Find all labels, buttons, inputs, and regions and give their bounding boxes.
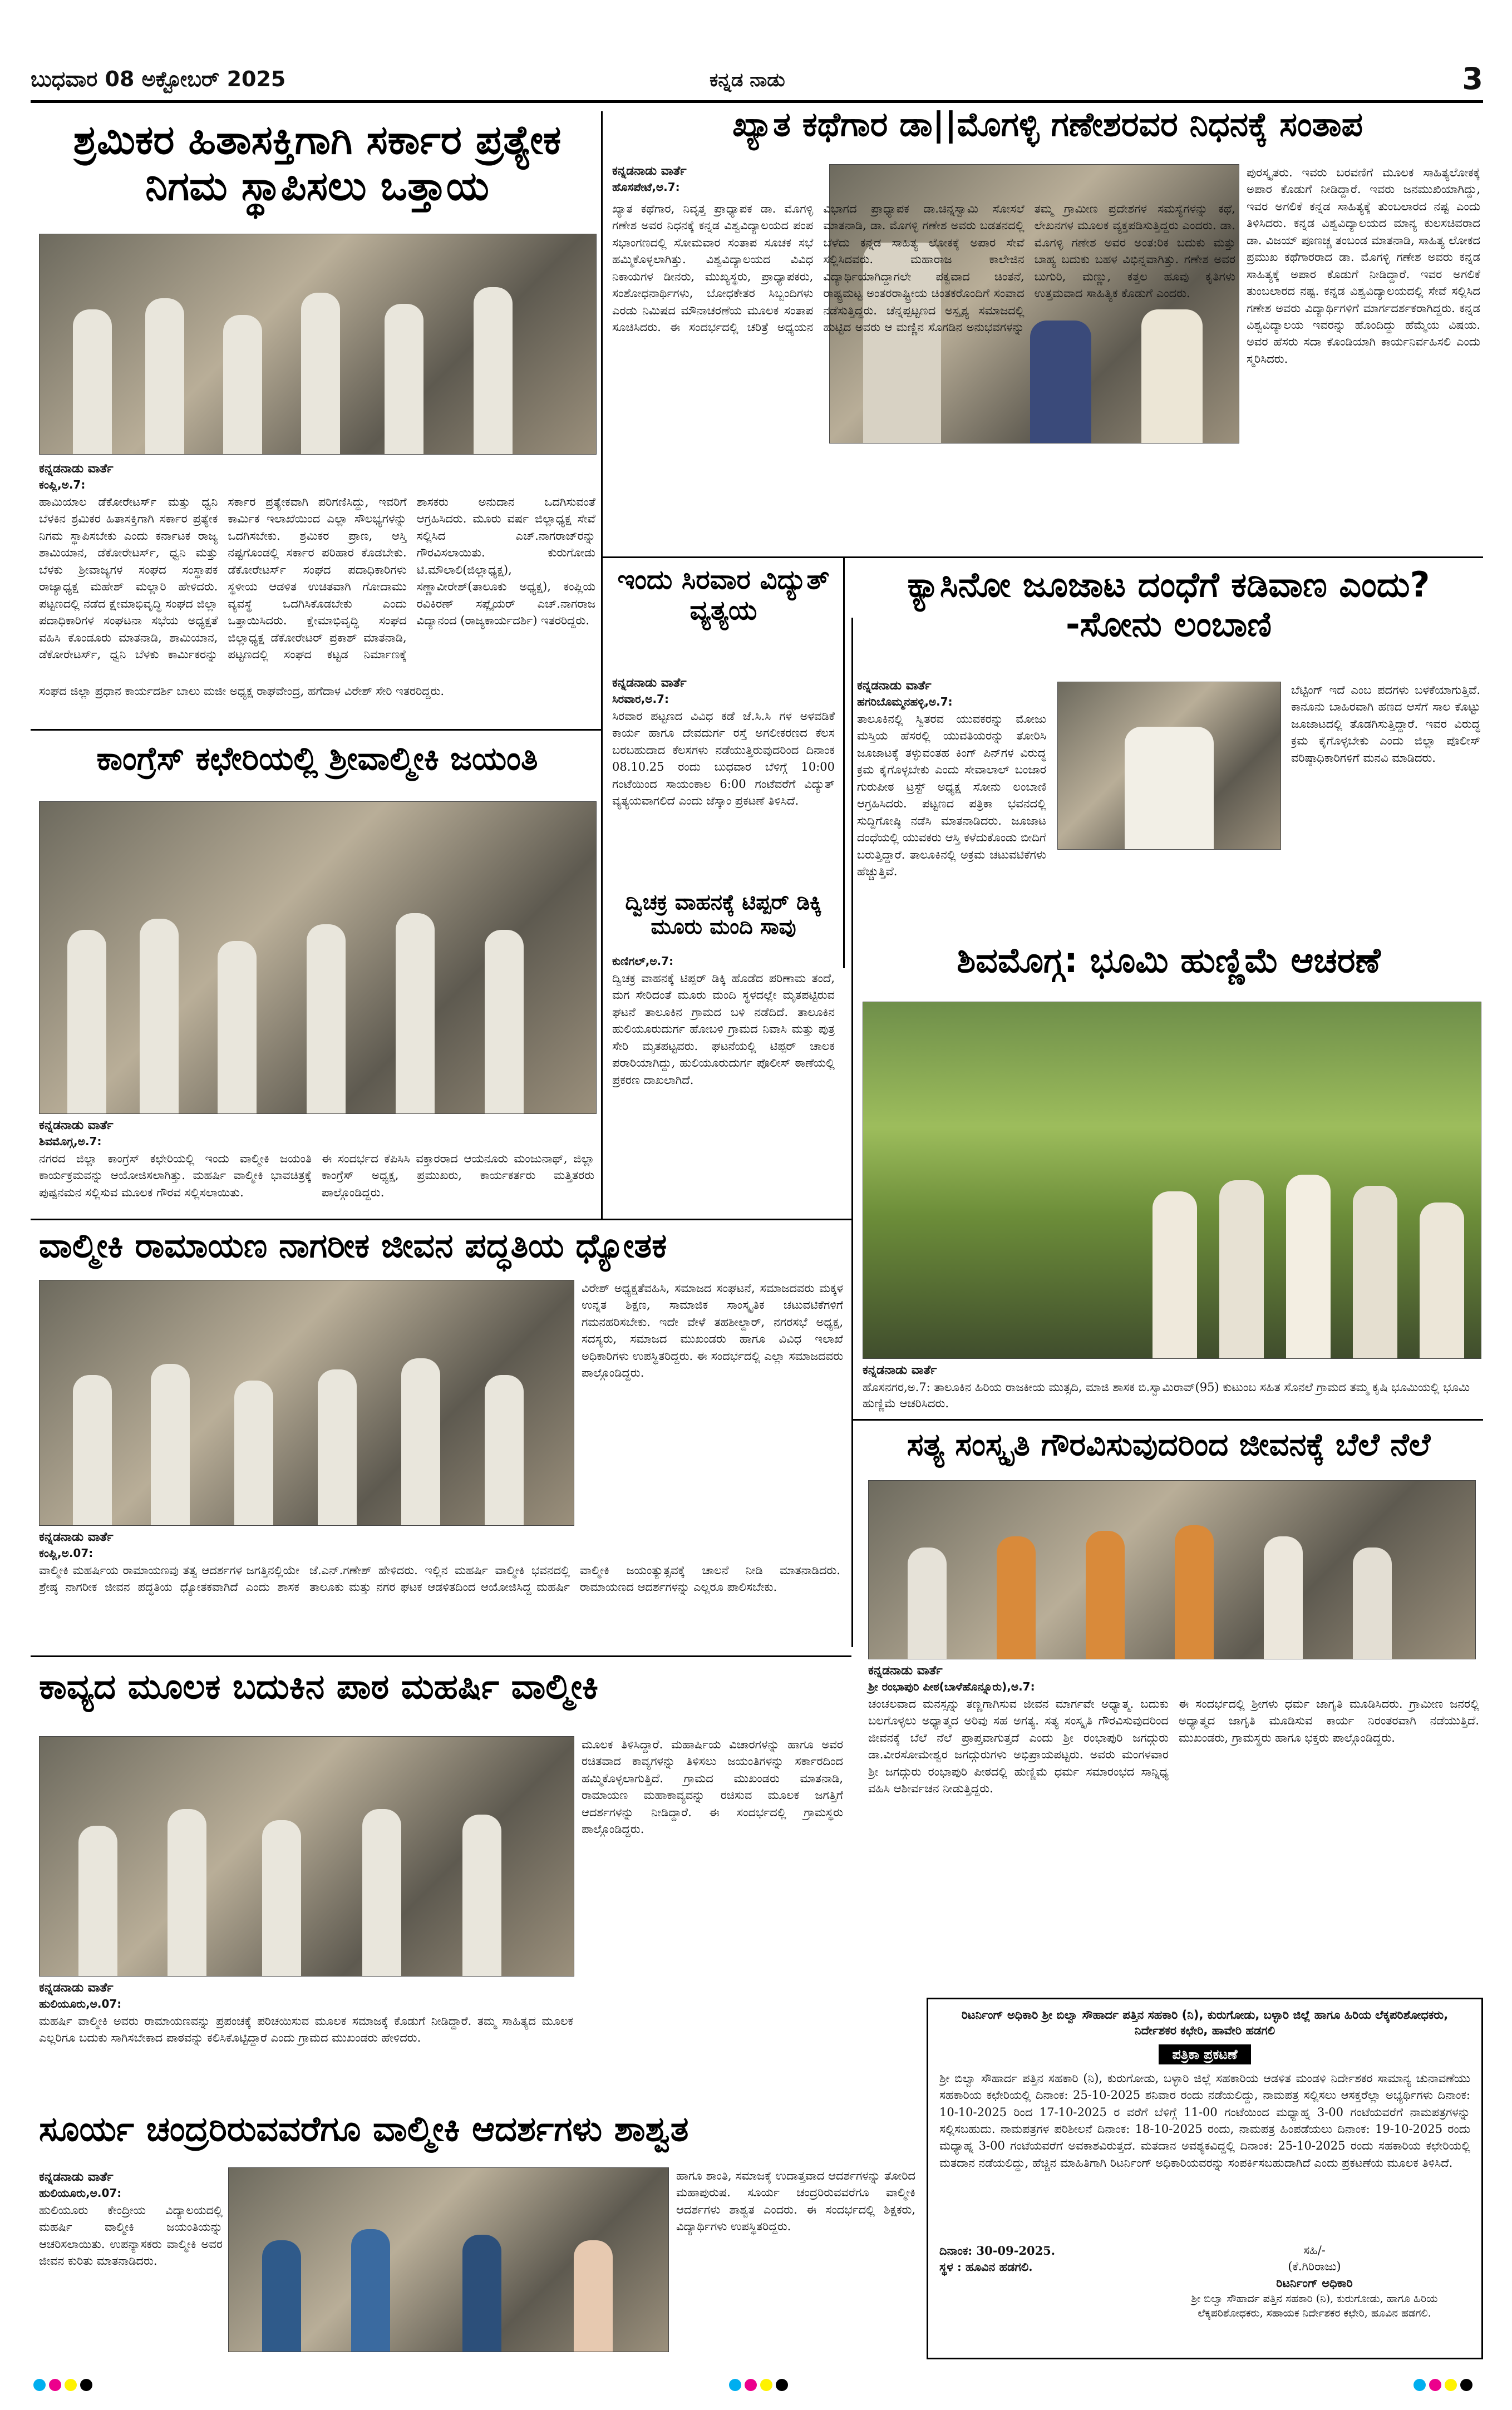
notice-sign: ಸಹಿ/- (1303, 2243, 1326, 2257)
color-registration-marks-center (729, 2379, 791, 2393)
body-a6: ನಗರದ ಜಿಲ್ಲಾ ಕಾಂಗ್ರೆಸ್ ಕಛೇರಿಯಲ್ಲಿ ಇಂದು ವಾಲ್ಮೀಕಿ ಜಯಂತಿ ಕಾರ್ಯಕ್ರಮವನ್ನು ಆಯೋಜಿಸಲಾಗಿತ್ತು. ಮಹರ್ಷಿ ವಾಲ್ಮೀಕಿ ಭಾವಚಿತ್ರಕ್ಕೆ ಪುಷ್ಪನಮನ ಸಲ್ಲಿಸುವ ಮೂಲಕ ಗೌರವ ಸಲ್ಲಿಸಲಾಯಿತು. (39, 1152, 312, 1199)
dateline-a11: ಹುಲಿಯೂರು,ಅ.07: (39, 2186, 122, 2200)
color-registration-marks (33, 2379, 96, 2393)
body2-a6: ಈ ಸಂದರ್ಭದ ಕೆಪಿಸಿಸಿ ವಕ್ತಾರರಾದ ಆಯನೂರು ಮಂಜುನಾಥ್, ಜಿಲ್ಲಾ ಕಾಂಗ್ರೆಸ್ ಅಧ್ಯಕ್ಷ, ಪ್ರಮುಖರು, ಕಾರ್ಯಕರ್ತರು ಮತ್ತಿತರರು ಪಾಲ್ಗೊಂಡಿದ್ದರು. (322, 1152, 594, 1199)
dateline-a6: ಶಿವಮೊಗ್ಗ,ಅ.7: (39, 1135, 102, 1148)
photo-a9 (868, 1480, 1476, 1659)
dateline-a3: ಸಿರವಾರ,ಅ.7: (612, 692, 669, 706)
body-a5: ತಾಲೂಕಿನಲ್ಲಿ ಸ್ವಿತರವ ಯುವಕರನ್ನು ಮೋಜು ಮಸ್ತಿಯ ಹೆಸರಲ್ಲಿ ಯುವತಿಯರನ್ನು ತೋರಿಸಿ ಜೂಜಾಟಕ್ಕೆ ತಳ್ಳುವಂತಹ ಕಿಂಗ್ ಪಿನ್‌ಗಳ ವಿರುದ್ಧ ಕ್ರಮ ಕೈಗೊಳ್ಳಬೇಕು ಎಂದು ಸೇವಾಲಾಲ್ ಬಂಜಾರ ಗುರುಪೀಠ ಟ್ರಸ್ಟ್ ಅಧ್ಯಕ್ಷ ಸೋನು ಲಂಬಾಣಿ ಆಗ್ರಹಿಸಿದರು. ಪಟ್ಟಣದ ಪತ್ರಿಕಾ ಭವನದಲ್ಲಿ ಸುದ್ದಿಗೋಷ್ಠಿ ನಡೆಸಿ ಮಾತನಾಡಿದರು. ಜೂಜಾಟ ದಂಧೆಯಲ್ಲಿ ಯುವಕರು ಆಸ್ತಿ ಕಳೆದುಕೊಂಡು ಬೀದಿಗೆ ಬರುತ್ತಿದ್ದಾರೆ. ತಾಲೂಕಿನಲ್ಲಿ ಅಕ್ರಮ ಚಟುವಟಿಕೆಗಳು ಹೆಚ್ಚುತ್ತಿವೆ. (857, 712, 1046, 878)
byline-a2: ಕನ್ನಡನಾಡು ವಾರ್ತೆ (612, 164, 687, 178)
photo-a5 (1057, 682, 1281, 850)
body-a10: ಮಹರ್ಷಿ ವಾಲ್ಮೀಕಿ ಅವರು ರಾಮಾಯಣವನ್ನು ಪ್ರಪಂಚಕ್ಕೆ ಪರಿಚಯಿಸುವ ಮೂಲಕ ಸಮಾಜಕ್ಕೆ ಕೊಡುಗೆ ನೀಡಿದ್ದಾರೆ. ತಮ್ಮ ಸಾಹಿತ್ಯದ ಮೂಲಕ ಎಲ್ಲರಿಗೂ ಬದುಕು ಸಾಗಿಸಬೇಕಾದ ಪಾಠವನ್ನು ಕಲಿಸಿಕೊಟ್ಟಿದ್ದಾರೆ ಎಂದು ಗ್ರಾಮದ ಮುಖಂಡರು ಹೇಳಿದರು. (39, 2014, 573, 2045)
notice-role: ರಿಟರ್ನಿಂಗ್ ಅಧಿಕಾರಿ (1276, 2276, 1353, 2290)
dateline-a5: ಹಗರಿಬೊಮ್ಮನಹಳ್ಳಿ,ಅ.7: (857, 695, 953, 708)
body2-a1: ಸಂಘದ ಜಿಲ್ಲಾ ಪ್ರಧಾನ ಕಾರ್ಯದರ್ಶಿ ಬಾಲು ಮಜೀ ಅಧ್ಯಕ್ಷ ರಾಘವೇಂದ್ರ, ಹಗೆದಾಳ ವಿರೇಶ್ ಸೇರಿ ಇತರರಿದ್ದರು. (39, 684, 445, 698)
body-a8: ವಾಲ್ಮೀಕಿ ಮಹರ್ಷಿಯ ರಾಮಾಯಣವು ತತ್ವ ಆದರ್ಶಗಳ ಜಗತ್ತಿನಲ್ಲಿಯೇ ಶ್ರೇಷ್ಠ ನಾಗರೀಕ ಜೀವನ ಪದ್ಧತಿಯ ಧ್ಯೋತಕವಾಗಿದೆ ಎಂದು ಶಾಸಕ ಜೆ.ಎನ್.ಗಣೇಶ್ ಹೇಳಿದರು. ಇಲ್ಲಿನ ಮಹರ್ಷಿ ವಾಲ್ಮೀಕಿ ಭವನದಲ್ಲಿ ತಾಲೂಕು ಮತ್ತು ನಗರ ಘಟಕ ಆಡಳಿತದಿಂದ ಆಯೋಜಿಸಿದ್ದ ಮಹರ್ಷಿ ವಾಲ್ಮೀಕಿ ಜಯಂತ್ಯುತ್ಸವಕ್ಕೆ ಚಾಲನೆ ನೀಡಿ ಮಾತನಾಡಿದರು. ರಾಮಾಯಣದ ಆದರ್ಶಗಳನ್ನು ಎಲ್ಲರೂ ಪಾಲಿಸಬೇಕು. (39, 1564, 840, 1594)
dateline-a10: ಹುಲಿಯೂರು,ಅ.07: (39, 1997, 122, 2010)
body2-a2: ಪುರಸ್ಕೃತರು. ಇವರು ಬರವಣಿಗೆ ಮೂಲಕ ಸಾಹಿತ್ಯಲೋಕಕ್ಕೆ ಅಪಾರ ಕೊಡುಗೆ ನೀಡಿದ್ದಾರೆ. ಇವರು ಜನಮುಖಿಯಾಗಿದ್ದು, ಇವರ ಅಗಲಿಕೆ ಕನ್ನಡ ಸಾಹಿತ್ಯಕ್ಕೆ ತುಂಬಲಾರದ ನಷ್ಟ ಎಂದು ತಿಳಿಸಿದರು. ಕನ್ನಡ ವಿಶ್ವವಿದ್ಯಾಲಯದ ಮಾನ್ಯ ಕುಲಸಚಿವರಾದ ಡಾ. ವಿಜಯ್ ಪೂಣಚ್ಚ ತಂಬಂಡ ಮಾತನಾಡಿ, ಸಾಹಿತ್ಯ ಲೋಕದ ಪ್ರಮುಖ ಕಥೆಗಾರರಾದ ಡಾ. ಮೊಗಳ್ಳಿ ಗಣೇಶ ಅವರು ಕನ್ನಡ ಸಾಹಿತ್ಯಕ್ಕೆ ಅಪಾರ ಕೊಡುಗೆ ನೀಡಿದ್ದಾರೆ. ಇವರ ಅಗಲಿಕೆ ತುಂಬಲಾರದ ನಷ್ಟ. ಕನ್ನಡ ವಿಶ್ವವಿದ್ಯಾಲಯದಲ್ಲಿ ಸೇವೆ ಸಲ್ಲಿಸಿದ ಗಣೇಶ ಅವರು ವಿದ್ಯಾರ್ಥಿಗಳಿಗೆ ಮಾರ್ಗದರ್ಶಕರಾಗಿದ್ದರು. ಕನ್ನಡ ವಿಶ್ವವಿದ್ಯಾಲಯ ಇವರನ್ನು ಹೊಂದಿದ್ದು ಹೆಮ್ಮೆಯ ವಿಷಯ. ಅವರ ಹೆಸರು ಸದಾ ಕೊಂಡಿಯಾಗಿ ಕಾರ್ಯನಿರ್ವಹಿಸಲಿ ಎಂದು ಸ್ಮರಿಸಿದರು. (1247, 166, 1480, 366)
headline-a10: ಕಾವ್ಯದ ಮೂಲಕ ಬದುಕಿನ ಪಾಠ ಮಹರ್ಷಿ ವಾಲ್ಮೀಕಿ (39, 1666, 599, 1707)
issue-date: ಬುಧವಾರ 08 ಅಕ್ಟೋಬರ್ 2025 (31, 67, 286, 91)
byline-a3: ಕನ್ನಡನಾಡು ವಾರ್ತೆ (612, 676, 687, 690)
byline-a10: ಕನ್ನಡನಾಡು ವಾರ್ತೆ (39, 1981, 114, 1995)
body-a2: ಖ್ಯಾತ ಕಥೆಗಾರ, ನಿವೃತ್ತ ಪ್ರಾಧ್ಯಾಪಕ ಡಾ. ಮೊಗಳ್ಳಿ ಗಣೇಶ ಅವರ ನಿಧನಕ್ಕೆ ಕನ್ನಡ ವಿಶ್ವವಿದ್ಯಾಲಯದ ಪಂಪ ಸಭಾಂಗಣದಲ್ಲಿ ಸೋಮವಾರ ಸಂತಾಪ ಸೂಚಕ ಸಭೆ ಹಮ್ಮಿಕೊಳ್ಳಲಾಗಿತ್ತು. ವಿಶ್ವವಿದ್ಯಾಲಯದ ವಿವಿಧ ನಿಕಾಯಗಳ ಡೀನರು, ಮುಖ್ಯಸ್ಥರು, ಪ್ರಾಧ್ಯಾಪಕರು, ಸಂಶೋಧನಾರ್ಥಿಗಳು, ಬೋಧಕೇತರ ಸಿಬ್ಬಂದಿಗಳು ಎರಡು ನಿಮಿಷದ ಮೌನಾಚರಣೆಯ ಮೂಲಕ ಸಂತಾಪ ಸೂಚಿಸಿದರು. ಈ ಸಂದರ್ಭದಲ್ಲಿ ಚರಿತ್ರೆ ಅಧ್ಯಯನ ವಿಭಾಗದ ಪ್ರಾಧ್ಯಾಪಕ ಡಾ.ಚಿನ್ನಸ್ವಾಮಿ ಸೋಸಲೆ ಮಾತನಾಡಿ, ಡಾ. ಮೊಗಳ್ಳಿ ಗಣೇಶ ಅವರು ಬಡತನದಲ್ಲಿ ಬೆಳೆದು ಕನ್ನಡ ಸಾಹಿತ್ಯ ಲೋಕಕ್ಕೆ ಅಪಾರ ಸೇವೆ ಸಲ್ಲಿಸಿದವರು. ಮಹಾರಾಜ ಕಾಲೇಜಿನ ವಿದ್ಯಾರ್ಥಿಯಾಗಿದ್ದಾಗಲೇ ಪಕ್ವವಾದ ಚಿಂತನೆ, ರಾಷ್ಟ್ರಮಟ್ಟ ಅಂತರರಾಷ್ಟ್ರೀಯ ಚಿಂತಕರೊಂದಿಗೆ ಸಂವಾದ ನಡೆಸುತ್ತಿದ್ದರು. ಚೆನ್ನಪ್ಪಟ್ಟಣದ ಅಸ್ಪೃಶ್ಯ ಸಮಾಜದಲ್ಲಿ ಹುಟ್ಟಿದ ಅವರು ಆ ಮಣ್ಣಿನ ಸೊಗಡಿನ ಅನುಭವಗಳನ್ನು ತಮ್ಮ ಗ್ರಾಮೀಣ ಪ್ರದೇಶಗಳ ಸಮಸ್ಯೆಗಳನ್ನು ಕಥೆ, ಲೇಖನಗಳ ಮೂಲಕ ವ್ಯಕ್ತಪಡಿಸುತ್ತಿದ್ದರು ಎಂದರು. ಡಾ. ಮೊಗಳ್ಳಿ ಗಣೇಶ ಅವರ ಅಂತ:ರಿಕ ಬದುಕು ಮತ್ತು ಬಾಹ್ಯ ಬದುಕು ಬಹಳ ವಿಭಿನ್ನವಾಗಿತ್ತು. ಗಣೇಶ ಅವರ ಬುಗುರಿ, ಮಣ್ಣು, ಕತ್ತಲ ಹೂವು ಕೃತಿಗಳು ಉತ್ತಮವಾದ ಸಾಹಿತ್ಯಿಕ ಕೊಡುಗೆ ಎಂದರು. (612, 202, 1235, 334)
page-header (31, 61, 1483, 103)
headline-a9: ಸತ್ಯ ಸಂಸ್ಕೃತಿ ಗೌರವಿಸುವುದರಿಂದ ಜೀವನಕ್ಕೆ ಬೆಲೆ ನೆಲೆ (907, 1427, 1431, 1463)
notice-title: ಪತ್ರಿಕಾ ಪ್ರಕಟಣೆ (1159, 2044, 1250, 2064)
notice-header: ರಿಟರ್ನಿಂಗ್ ಅಧಿಕಾರಿ ಶ್ರೀ ಬಿಲ್ವಾ ಸೌಹಾರ್ದ ಪತ್ತಿನ ಸಹಕಾರಿ (ನಿ), ಕುರುಗೋಡು, ಬಳ್ಳಾರಿ ಜಿಲ್ಲೆ ಹಾಗೂ ಹಿರಿಯ ಲೆಕ್ಕಪರಿಶೋಧಕರು, ನಿರ್ದೇಶಕರ ಕಛೇರಿ, ಹಾವೇರಿ ಹಡಗಲಿ (961, 2008, 1449, 2038)
body-a11: ಹುಲಿಯೂರು ಕೇಂದ್ರೀಯ ವಿದ್ಯಾಲಯದಲ್ಲಿ ಮಹರ್ಷಿ ವಾಲ್ಮೀಕಿ ಜಯಂತಿಯನ್ನು ಆಚರಿಸಲಾಯಿತು. ಉಪನ್ಯಾಸಕರು ವಾಲ್ಮೀಕಿ ಅವರ ಜೀವನ ಕುರಿತು ಮಾತನಾಡಿದರು. (39, 2204, 223, 2268)
headline-a3: ಇಂದು ಸಿರವಾರ ವಿದ್ಯುತ್ ವ್ಯತ್ಯಯ (617, 564, 830, 627)
photo-a10 (39, 1736, 574, 1977)
body2-a10: ಮೂಲಕ ತಿಳಿಸಿದ್ದಾರೆ. ಮಹಾರ್ಷಿಯ ವಿಚಾರಗಳನ್ನು ಹಾಗೂ ಅವರ ರಚಿತವಾದ ಕಾವ್ಯಗಳನ್ನು ತಿಳಿಸಲು ಜಯಂತಿಗಳನ್ನು ಸರ್ಕಾರದಿಂದ ಹಮ್ಮಿಕೊಳ್ಳಲಾಗುತ್ತಿದೆ. ಗ್ರಾಮದ ಮುಖಂಡರು ಮಾತನಾಡಿ, ರಾಮಾಯಣ ಮಹಾಕಾವ್ಯವನ್ನು ರಚಿಸುವ ಮೂಲಕ ಜಗತ್ತಿಗೆ ಆದರ್ಶಗಳನ್ನು ನೀಡಿದ್ದಾರೆ. ಈ ಸಂದರ್ಭದಲ್ಲಿ ಗ್ರಾಮಸ್ಥರು ಪಾಲ್ಗೊಂಡಿದ್ದರು. (582, 1738, 843, 1836)
body2-a11: ಹಾಗೂ ಶಾಂತಿ, ಸಮಾಜಕ್ಕೆ ಉದಾತ್ತವಾದ ಆದರ್ಶಗಳನ್ನು ತೋರಿದ ಮಹಾಪುರುಷ. ಸೂರ್ಯ ಚಂದ್ರರಿರುವವರೆಗೂ ವಾಲ್ಮೀಕಿ ಆದರ್ಶಗಳು ಶಾಶ್ವತ ಎಂದರು. ಈ ಸಂದರ್ಭದಲ್ಲಿ ಶಿಕ್ಷಕರು, ವಿದ್ಯಾರ್ಥಿಗಳು ಉಪಸ್ಥಿತರಿದ್ದರು. (676, 2169, 915, 2234)
byline-a8: ಕನ್ನಡನಾಡು ವಾರ್ತೆ (39, 1530, 114, 1544)
headline-a8: ವಾಲ್ಮೀಕಿ ರಾಮಾಯಣ ನಾಗರೀಕ ಜೀವನ ಪದ್ಧತಿಯ ಧ್ಯೋತಕ (39, 1226, 667, 1265)
notice-body: ಶ್ರೀ ಬಿಲ್ವಾ ಸೌಹಾರ್ದ ಪತ್ತಿನ ಸಹಕಾರಿ (ನಿ), ಕುರುಗೋಡು, ಬಳ್ಳಾರಿ ಜಿಲ್ಲೆ ಸಹಕಾರಿಯ ಆಡಳಿತ ಮಂಡಳಿ ನಿರ್ದೇಶಕರ ಸಾಮಾನ್ಯ ಚುನಾವಣೆಯು ಸಹಕಾರಿಯ ಕಛೇರಿಯಲ್ಲಿ ದಿನಾಂಕ: 25-10-2025 ಶನಿವಾರ ರಂದು ನಡೆಯಲಿದ್ದು, ನಾಮಪತ್ರ ಸಲ್ಲಿಸಲು ಆಸಕ್ತರೆಲ್ಲಾ ಅಭ್ಯರ್ಥಿಗಳು ದಿನಾಂಕ: 10-10-2025 ರಿಂದ 17-10-2025 ರ ವರೆಗೆ ಬೆಳಿಗ್ಗೆ 11-00 ಗಂಟೆಯಿಂದ ಮಧ್ಯಾಹ್ನ 3-00 ಗಂಟೆಯವರೆಗೆ ನಾಮಪತ್ರಗಳನ್ನು ಸಲ್ಲಿಸಬಹುದು. ನಾಮಪತ್ರಗಳ ಪರಿಶೀಲನೆ ದಿನಾಂಕ: 18-10-2025 ರಂದು, ನಾಮಪತ್ರ ಹಿಂಪಡೆಯಲು ದಿನಾಂಕ: 19-10-2025 ರಂದು ಮಧ್ಯಾಹ್ನ 3-00 ಗಂಟೆಯವರೆಗೆ ಅವಕಾಶವಿರುತ್ತದೆ. ಮತದಾನ ಅವಶ್ಯಕವಿದ್ದಲ್ಲಿ ದಿನಾಂಕ: 25-10-2025 ರಂದು ಸಹಕಾರಿಯ ಕಛೇರಿಯಲ್ಲಿ ಮತದಾನ ನಡೆಯಲಿದ್ದು, ಹೆಚ್ಚಿನ ಮಾಹಿತಿಗಾಗಿ ರಿಟರ್ನಿಂಗ್ ಅಧಿಕಾರಿಯವರನ್ನು ಸಂಪರ್ಕಿಸಬಹುದಾಗಿದೆ ಎಂದು ಪ್ರಕಟಣೆಯ ಮೂಲಕ ತಿಳಿಸಿದೆ. (939, 2071, 1470, 2170)
byline-a1: ಕನ್ನಡನಾಡು ವಾರ್ತೆ (39, 462, 114, 476)
headline-a6: ಕಾಂಗ್ರೆಸ್ ಕಛೇರಿಯಲ್ಲಿ ಶ್ರೀವಾಲ್ಮೀಕಿ ಜಯಂತಿ (96, 740, 538, 777)
headline-a4: ದ್ವಿಚಕ್ರ ವಾಹನಕ್ಕೆ ಟಿಪ್ಪರ್ ಡಿಕ್ಕಿ ಮೂರು ಮಂದಿ ಸಾವು (625, 890, 822, 939)
photo-a1 (39, 234, 597, 455)
dateline-a2: ಹೊಸಪೇಟೆ,ಅ.7: (612, 180, 680, 194)
notice-date: ದಿನಾಂಕ: 30-09-2025. (939, 2243, 1056, 2258)
byline-a5: ಕನ್ನಡನಾಡು ವಾರ್ತೆ (857, 679, 932, 693)
caption-a7: ಹೊಸನಗರ,ಅ.7: ತಾಲೂಕಿನ ಹಿರಿಯ ರಾಜಕೀಯ ಮುತ್ಸದಿ, ಮಾಜಿ ಶಾಸಕ ಬಿ.ಸ್ವಾಮಿರಾವ್(95) ಕುಟುಂಬ ಸಹಿತ ಸೊನಲೆ ಗ್ರಾಮದ ತಮ್ಮ ಕೃಷಿ ಭೂಮಿಯಲ್ಲಿ ಭೂಮಿ ಹುಣ್ಣಿಮೆ ಆಚರಿಸಿದರು. (863, 1381, 1470, 1411)
photo-a7 (863, 1002, 1481, 1359)
public-notice (927, 1998, 1483, 2359)
notice-org: ಶ್ರೀ ಬಿಲ್ವಾ ಸೌಹಾರ್ದ ಪತ್ತಿನ ಸಹಕಾರಿ (ನಿ), ಕುರುಗೋಡು, ಹಾಗೂ ಹಿರಿಯ ಲೆಕ್ಕಪರಿಶೋಧಕರು, ಸಹಾಯಕ ನಿರ್ದೇಶಕರ ಕಛೇರಿ, ಹೂವಿನ ಹಡಗಲಿ. (1191, 2292, 1438, 2320)
byline-a11: ಕನ್ನಡನಾಡು ವಾರ್ತೆ (39, 2170, 114, 2184)
body-a4: ದ್ವಿಚಕ್ರ ವಾಹನಕ್ಕೆ ಟಿಪ್ಪರ್ ಡಿಕ್ಕಿ ಹೊಡೆದ ಪರಿಣಾಮ ತಂದೆ, ಮಗ ಸೇರಿದಂತೆ ಮೂರು ಮಂದಿ ಸ್ಥಳದಲ್ಲೇ ಮೃತಪಟ್ಟಿರುವ ಘಟನೆ ತಾಲೂಕಿನ ಗ್ರಾಮದ ಬಳಿ ನಡೆದಿದೆ. ತಾಲೂಕಿನ ಹುಲಿಯೂರುದುರ್ಗ ಹೋಬಳಿ ಗ್ರಾಮದ ನಿವಾಸಿ ಮತ್ತು ಪುತ್ರ ಸೇರಿ ಮೃತಪಟ್ಟವರು. ಘಟನೆಯಲ್ಲಿ ಟಿಪ್ಪರ್ ಚಾಲಕ ಪರಾರಿಯಾಗಿದ್ದು, ಹುಲಿಯೂರುದುರ್ಗ ಪೊಲೀಸ್ ಠಾಣೆಯಲ್ಲಿ ಪ್ರಕರಣ ದಾಖಲಾಗಿದೆ. (612, 972, 835, 1087)
headline-a1: ಶ್ರಮಿಕರ ಹಿತಾಸಕ್ತಿಗಾಗಿ ಸರ್ಕಾರ ಪ್ರತ್ಯೇಕ ನಿಗಮ ಸ್ಥಾಪಿಸಲು ಒತ್ತಾಯ (73, 116, 562, 209)
color-registration-marks-right (1414, 2379, 1476, 2393)
headline-a7: ಶಿವಮೊಗ್ಗ: ಭೂಮಿ ಹುಣ್ಣಿಮೆ ಆಚರಣೆ (957, 940, 1381, 980)
byline-a6: ಕನ್ನಡನಾಡು ವಾರ್ತೆ (39, 1118, 114, 1132)
photo-a6 (39, 801, 597, 1114)
dateline-a4: ಕುಣಿಗಲ್,ಅ.7: (612, 954, 674, 968)
byline-a7: ಕನ್ನಡನಾಡು ವಾರ್ತೆ (863, 1363, 937, 1377)
body2-a5: ಬೆಟ್ಟಿಂಗ್ ಇದೆ ಎಂಬ ಪದಗಳು ಬಳಕೆಯಾಗುತ್ತಿವೆ. ಕಾನೂನು ಬಾಹಿರವಾಗಿ ಹಣದ ಆಸೆಗೆ ಸಾಲ ಕೊಟ್ಟು ಜೂಜಾಟದಲ್ಲಿ ತೊಡಗಿಸುತ್ತಿದ್ದಾರೆ. ಇವರ ವಿರುದ್ಧ ಕ್ರಮ ಕೈಗೊಳ್ಳಬೇಕು ಎಂದು ಜಿಲ್ಲಾ ಪೊಲೀಸ್ ವರಿಷ್ಠಾಧಿಕಾರಿಗಳಿಗೆ ಮನವಿ ಮಾಡಿದರು. (1291, 683, 1480, 765)
body-a3: ಸಿರವಾರ ಪಟ್ಟಣದ ವಿವಿಧ ಕಡೆ ಜೆ.ಸಿ.ಸಿ ಗಳ ಅಳವಡಿಕೆ ಕಾರ್ಯ ಹಾಗೂ ದೇವದುರ್ಗ ರಸ್ತೆ ಅಗಲೀಕರಣದ ಕೆಲಸ ಬರಬಹುದಾದ ಕೆಲಸಗಳು ನಡೆಯುತ್ತಿರುವುದರಿಂದ ದಿನಾಂಕ 08.10.25 ರಂದು ಬುಧವಾರ ಬೆಳಿಗ್ಗೆ 10:00 ಗಂಟೆಯಿಂದ ಸಾಯಂಕಾಲ 6:00 ಗಂಟೆವರೆಗೆ ವಿದ್ಯುತ್ ವ್ಯತ್ಯಯವಾಗಲಿದೆ ಎಂದು ಜೆಸ್ಕಾಂ ಪ್ರಕಟಣೆ ತಿಳಿಸಿದೆ. (612, 709, 835, 808)
body-a1: ಹಾಮಿಯಾಲ ಡೆಕೋರೇಟರ್ಸ್ ಮತ್ತು ಧ್ವನಿ ಬೆಳಕಿನ ಶ್ರಮಿಕರ ಹಿತಾಸಕ್ತಿಗಾಗಿ ಸರ್ಕಾರ ಪ್ರತ್ಯೇಕ ನಿಗಮ ಸ್ಥಾಪಿಸಬೇಕು ಎಂದು ಕರ್ನಾಟಕ ರಾಜ್ಯ ಶಾಮಿಯಾನ, ಡೆಕೋರೇಟರ್ಸ್, ಧ್ವನಿ ಮತ್ತು ಬೆಳಕು ಶ್ರೀವಾಜ್ಯಗಳ ಸಂಘದ ಸಂಸ್ಥಾಪಕ ರಾಜ್ಯಾಧ್ಯಕ್ಷ ಮಹೇಶ್ ಮಲ್ಲಾರಿ ಹೇಳಿದರು. ಪಟ್ಟಣದಲ್ಲಿ ನಡೆದ ಕ್ಷೇಮಾಭಿವೃದ್ಧಿ ಸಂಘದ ಜಿಲ್ಲಾ ಪದಾಧಿಕಾರಿಗಳ ಸಂಘಟನಾ ಸಭೆಯ ಅಧ್ಯಕ್ಷತೆ ವಹಿಸಿ ಕೊಂಡೂರು ಮಾತನಾಡಿ, ಶಾಮಿಯಾನ, ಡೆಕೋರೇಟರ್ಸ್, ಧ್ವನಿ ಬೆಳಕು ಕಾರ್ಮಿಕರನ್ನು ಸರ್ಕಾರ ಪ್ರತ್ಯೇಕವಾಗಿ ಪರಿಗಣಿಸಿದ್ದು, ಇವರಿಗೆ ಕಾರ್ಮಿಕ ಇಲಾಖೆಯಿಂದ ಎಲ್ಲಾ ಸೌಲಭ್ಯಗಳನ್ನು ಒದಗಿಸಬೇಕು. ಶ್ರಮಿಕರ ಪ್ರಾಣ, ಆಸ್ತಿ ನಷ್ಟಗೊಂಡಲ್ಲಿ ಸರ್ಕಾರ ಪರಿಹಾರ ಕೊಡಬೇಕು. ಡೆಕೋರೇಟರ್ಸ್ ಸಂಘದ ಪದಾಧಿಕಾರಿಗಳು ಸ್ಥಳೀಯ ಆಡಳಿತ ಉಚಿತವಾಗಿ ಗೋದಾಮು ವ್ಯವಸ್ಥೆ ಒದಗಿಸಿಕೊಡಬೇಕು ಎಂದು ಒತ್ತಾಯಿಸಿದರು. ಕ್ಷೇಮಾಭಿವೃದ್ಧಿ ಸಂಘದ ಜಿಲ್ಲಾಧ್ಯಕ್ಷ ಡೆಕೋರೇಟರ್ ಪ್ರಕಾಶ್ ಮಾತನಾಡಿ, ಪಟ್ಟಣದಲ್ಲಿ ಸಂಘದ ಕಟ್ಟಡ ನಿರ್ಮಾಣಕ್ಕೆ ಶಾಸಕರು ಅನುದಾನ ಒದಗಿಸುವಂತೆ ಆಗ್ರಹಿಸಿದರು. ಮೂರು ವರ್ಷ ಜಿಲ್ಲಾಧ್ಯಕ್ಷ ಸೇವೆ ಸಲ್ಲಿಸಿದ ಎಚ್.ನಾಗರಾಜ್‌ರನ್ನು ಗೌರವಿಸಲಾಯಿತು. ಕುರುಗೋಡು ಟಿ.ಮೌಲಾಲಿ(ಜಿಲ್ಲಾಧ್ಯಕ್ಷ), ಸಣ್ಣಾವೀರೇಶ್(ತಾಲೂಕು ಅಧ್ಯಕ್ಷ), ಕಂಪ್ಲಿಯ ರವಿಕಿರಣ್ ಸಪ್ಲೈಯರ್ ಎಚ್.ನಾಗರಾಜ ವಿದ್ಯಾನಂದ (ರಾಜ್ಯಕಾರ್ಯದರ್ಶಿ) ಇತರರಿದ್ದರು. (39, 495, 595, 661)
dateline-a9: ಶ್ರೀ ರಂಭಾಪುರಿ ಪೀಠ(ಬಾಳೆಹೊನ್ನೂರು),ಅ.7: (868, 1680, 1035, 1693)
body2-a8: ವಿರೇಶ್ ಅಧ್ಯಕ್ಷತೆವಹಿಸಿ, ಸಮಾಜದ ಸಂಘಟನೆ, ಸಮಾಜದವರು ಮಕ್ಕಳ ಉನ್ನತ ಶಿಕ್ಷಣ, ಸಾಮಾಜಿಕ ಸಾಂಸ್ಕೃತಿಕ ಚಟುವಟಿಕೆಗಳಿಗೆ ಗಮನಹರಿಸಬೇಕು. ಇದೇ ವೇಳೆ ತಹಶೀಲ್ದಾರ್, ನಗರಸಭೆ ಅಧ್ಯಕ್ಷ, ಸದಸ್ಯರು, ಸಮಾಜದ ಮುಖಂಡರು ಹಾಗೂ ವಿವಿಧ ಇಲಾಖೆ ಅಧಿಕಾರಿಗಳು ಉಪಸ್ಥಿತರಿದ್ದರು. ಈ ಸಂದರ್ಭದಲ್ಲಿ ಎಲ್ಲಾ ಸಮಾಜದವರು ಪಾಲ್ಗೊಂಡಿದ್ದರು. (582, 1282, 843, 1380)
masthead: ಕನ್ನಡ ನಾಡು (710, 69, 785, 91)
body-a9: ಚಂಚಲವಾದ ಮನಸ್ಸನ್ನು ತಣ್ಣಗಾಗಿಸುವ ಜೀವನ ಮಾರ್ಗವೇ ಅಧ್ಯಾತ್ಮ. ಬದುಕು ಬಲಗೊಳ್ಳಲು ಅಧ್ಯಾತ್ಮದ ಅರಿವು ಸಹ ಅಗತ್ಯ. ಸತ್ಯ ಸಂಸ್ಕೃತಿ ಗೌರವಿಸುವುದರಿಂದ ಜೀವನಕ್ಕೆ ಬೆಲೆ ನೆಲೆ ಪ್ರಾಪ್ತವಾಗುತ್ತದೆ ಎಂದು ಶ್ರೀ ರಂಭಾಪುರಿ ಜಗದ್ಗುರು ಡಾ.ವೀರಸೋಮೇಶ್ವರ ಜಗದ್ಗುರುಗಳು ಅಭಿಪ್ರಾಯಪಟ್ಟರು. ಅವರು ಮಂಗಳವಾರ ಶ್ರೀ ಜಗದ್ಗುರು ರಂಭಾಪುರಿ ಪೀಠದಲ್ಲಿ ಹುಣ್ಣಿಮೆ ಧರ್ಮ ಸಮಾರಂಭದ ಸಾನ್ನಿಧ್ಯ ವಹಿಸಿ ಆಶೀರ್ವಚನ ನೀಡುತ್ತಿದ್ದರು. (868, 1697, 1169, 1796)
page-number: 3 (1462, 61, 1483, 96)
dateline-a1: ಕಂಪ್ಲಿ,ಅ.7: (39, 478, 86, 491)
photo-a11 (228, 2167, 669, 2352)
notice-signer: (ಕೆ.ಗಿರಿರಾಜು) (1288, 2260, 1341, 2274)
headline-a11: ಸೂರ್ಯ ಚಂದ್ರರಿರುವವರೆಗೂ ವಾಲ್ಮೀಕಿ ಆದರ್ಶಗಳು ಶಾಶ್ವತ (39, 2108, 689, 2149)
photo-a8 (39, 1280, 574, 1526)
headline-a5: ಕ್ಯಾಸಿನೋ ಜೂಜಾಟ ದಂಧೆಗೆ ಕಡಿವಾಣ ಎಂದು? -ಸೋನು ಲಂಬಾಣಿ (907, 564, 1430, 645)
byline-a9: ಕನ್ನಡನಾಡು ವಾರ್ತೆ (868, 1664, 943, 1678)
headline-a2: ಖ್ಯಾತ ಕಥೆಗಾರ ಡಾ||ಮೊಗಳ್ಳಿ ಗಣೇಶರವರ ನಿಧನಕ್ಕೆ ಸಂತಾಪ (732, 105, 1363, 144)
notice-place: ಸ್ಥಳ : ಹೂವಿನ ಹಡಗಲಿ. (939, 2260, 1033, 2274)
body2-a9: ಈ ಸಂದರ್ಭದಲ್ಲಿ ಶ್ರೀಗಳು ಧರ್ಮ ಜಾಗೃತಿ ಮೂಡಿಸಿದರು. ಗ್ರಾಮೀಣ ಜನರಲ್ಲಿ ಅಧ್ಯಾತ್ಮದ ಜಾಗೃತಿ ಮೂಡಿಸುವ ಕಾರ್ಯ ನಿರಂತರವಾಗಿ ನಡೆಯುತ್ತಿದೆ. ಮುಖಂಡರು, ಗ್ರಾಮಸ್ಥರು ಹಾಗೂ ಭಕ್ತರು ಪಾಲ್ಗೊಂಡಿದ್ದರು. (1179, 1697, 1479, 1744)
dateline-a8: ಕಂಪ್ಲಿ,ಅ.07: (39, 1546, 93, 1560)
